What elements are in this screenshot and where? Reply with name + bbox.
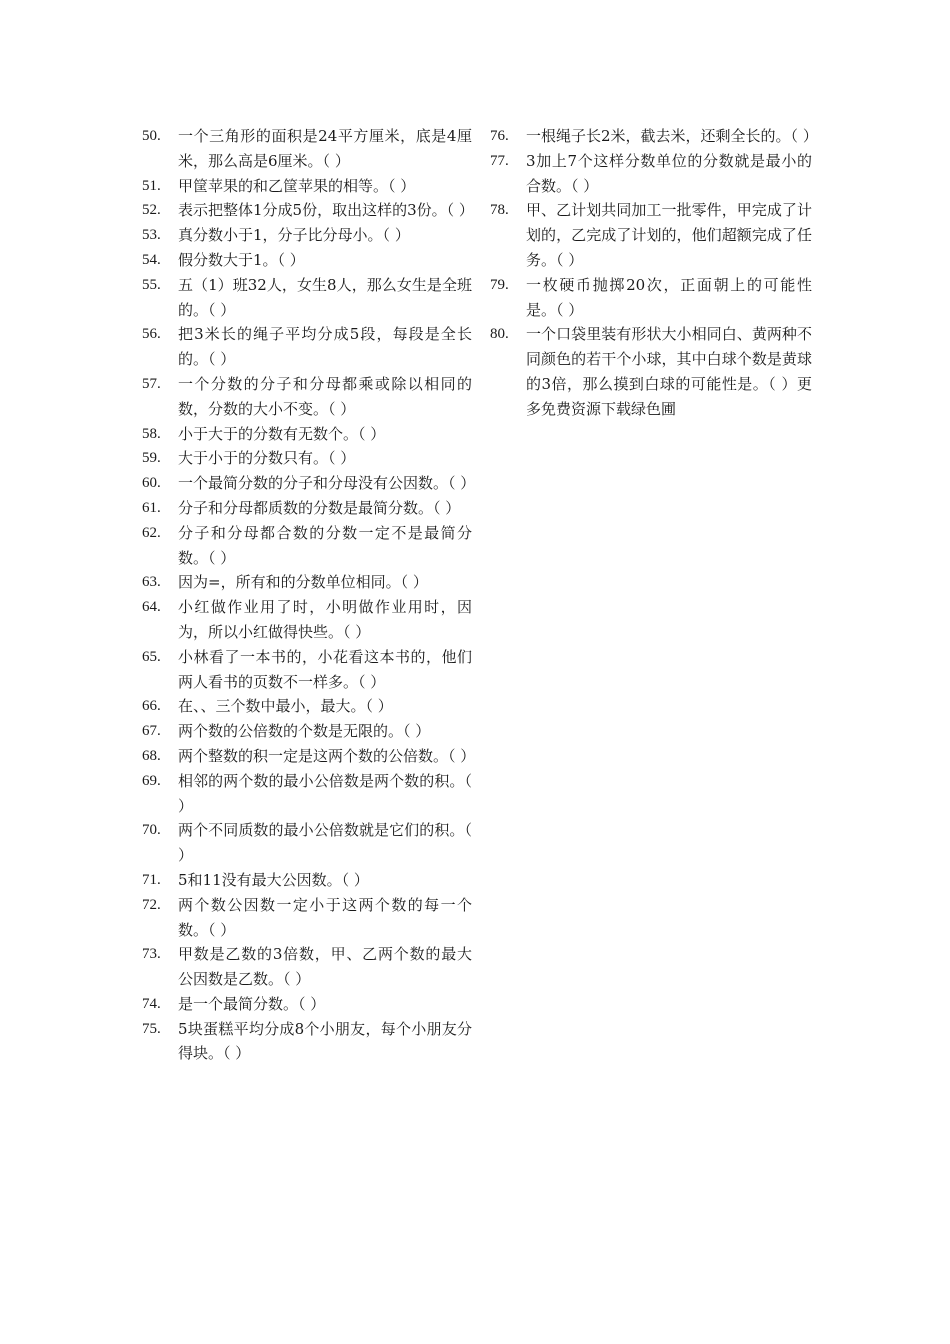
list-item: [142, 322, 472, 372]
item-text: 在、、三个数中最小，最大。（ ）: [178, 697, 393, 716]
list-item: [142, 496, 472, 521]
item-number: 67.: [142, 723, 161, 740]
item-number: 79.: [490, 276, 509, 293]
list-item: [142, 273, 472, 323]
item-text: 甲、乙计划共同加工一批零件，甲完成了计划的，乙完成了计划的，他们超额完成了任务。（ ）: [526, 201, 812, 269]
item-text: 小林看了一本书的，小花看这本书的，他们两人看书的页数不一样多。（ ）: [178, 647, 472, 691]
item-text: 五（1）班32人，女生8人，那么女生是全班的。（ ）: [178, 275, 472, 319]
item-number: 57.: [142, 375, 161, 392]
item-text: 两个数的公倍数的个数是无限的。（ ）: [178, 722, 431, 741]
item-number: 60.: [142, 475, 161, 492]
item-number: 50.: [142, 128, 161, 144]
list-item: [142, 595, 472, 645]
item-number: 80.: [490, 326, 509, 343]
list-item: [142, 992, 472, 1017]
item-text: 一个分数的分子和分母都乘或除以相同的数，分数的大小不变。（ ）: [178, 374, 472, 418]
list-item: [142, 694, 472, 719]
item-text: 相邻的两个数的最小公倍数是两个数的积。（ ）: [178, 771, 472, 815]
item-number: 53.: [142, 227, 161, 244]
list-item: [142, 446, 472, 471]
item-number: 54.: [142, 251, 161, 268]
item-text: 一个最简分数的分子和分母没有公因数。（ ）: [178, 474, 476, 493]
item-number: 65.: [142, 648, 161, 665]
item-text: 假分数大于1。（ ）: [178, 250, 305, 269]
item-text: 一个三角形的面积是24平方厘米，底是4厘米，那么高是6厘米。（ ）: [178, 127, 472, 170]
item-text: 小红做作业用了时，小明做作业用时，因为，所以小红做得快些。（ ）: [178, 598, 472, 641]
list-item: [142, 645, 472, 695]
item-text: 是一个最简分数。（ ）: [178, 994, 326, 1013]
item-number: 52.: [142, 202, 161, 219]
list-item: [142, 124, 472, 174]
list-item: [490, 124, 818, 149]
item-number: 73.: [142, 946, 161, 963]
item-text: 一个口袋里装有形状大小相同白、黄两种不同颜色的若干个小球，其中白球个数是黄球的3倍，那么摸到白球的可能性是。（ ）更多免费资源下载绿色圃: [526, 325, 812, 418]
item-text: 小于大于的分数有无数个。（ ）: [178, 424, 386, 443]
list-item: [142, 471, 476, 496]
list-item: [490, 273, 812, 323]
item-text: 把3米长的绳子平均分成5段，每段是全长的。（ ）: [178, 325, 472, 369]
item-number: 62.: [142, 524, 161, 541]
list-item: [490, 322, 812, 421]
list-item: [142, 769, 472, 819]
item-text: 分子和分母都质数的分数是最简分数。（ ）: [178, 498, 461, 517]
list-item: [142, 570, 472, 595]
list-item: [142, 198, 472, 223]
item-text: 两个不同质数的最小公倍数就是它们的积。（ ）: [178, 821, 472, 865]
list-item: [142, 1017, 472, 1067]
item-number: 72.: [142, 896, 161, 913]
item-text: 真分数小于1，分子比分母小。（ ）: [178, 226, 410, 245]
item-text: 两个整数的积一定是这两个数的公倍数。（ ）: [178, 746, 476, 765]
item-text: 两个数公因数一定小于这两个数的每一个数。（ ）: [178, 895, 472, 939]
item-number: 70.: [142, 822, 161, 839]
item-number: 78.: [490, 202, 509, 219]
item-number: 66.: [142, 698, 161, 715]
item-number: 68.: [142, 747, 161, 764]
list-item: [490, 198, 812, 272]
item-text: 甲筐苹果的和乙筐苹果的相等。（ ）: [178, 176, 416, 195]
item-number: 76.: [490, 128, 509, 144]
item-text: 分子和分母都合数的分数一定不是最简分数。（ ）: [178, 523, 472, 567]
item-number: 71.: [142, 871, 161, 888]
list-item: [142, 868, 472, 893]
item-number: 69.: [142, 772, 161, 789]
item-number: 74.: [142, 995, 161, 1012]
item-number: 56.: [142, 326, 161, 343]
item-number: 61.: [142, 499, 161, 516]
item-number: 63.: [142, 574, 161, 591]
list-item: [142, 818, 472, 868]
list-item: [142, 422, 472, 447]
item-number: 51.: [142, 177, 161, 194]
list-item: [142, 521, 472, 571]
item-number: 58.: [142, 425, 161, 442]
question-list-left: [142, 124, 476, 1066]
list-item: [142, 248, 472, 273]
item-number: 77.: [490, 152, 509, 169]
item-number: 59.: [142, 450, 161, 467]
item-number: 55.: [142, 276, 161, 293]
item-text: 一枚硬币抛掷20次，正面朝上的可能性是。（ ）: [526, 275, 812, 319]
list-item: [142, 223, 472, 248]
list-item: [142, 744, 476, 769]
list-item: [142, 942, 472, 992]
item-text: 5块蛋糕平均分成8个小朋友，每个小朋友分得块。（ ）: [178, 1019, 472, 1063]
item-text: 大于小于的分数只有。（ ）: [178, 449, 356, 468]
list-item: [142, 719, 472, 744]
item-text: 5和11没有最大公因数。（ ）: [178, 870, 369, 889]
item-text: 甲数是乙数的3倍数，甲、乙两个数的最大公因数是乙数。（ ）: [178, 945, 472, 989]
list-item: [142, 372, 472, 422]
item-text: 表示把整体1分成5份，取出这样的3份。（ ）: [178, 201, 474, 220]
item-text: 一根绳子长2米，截去米，还剩全长的。（ ）: [526, 127, 818, 145]
list-item: [490, 149, 812, 199]
item-number: 75.: [142, 1020, 161, 1037]
item-text: 因为=，所有和的分数单位相同。（ ）: [178, 573, 428, 592]
item-number: 64.: [142, 599, 161, 616]
list-item: [142, 893, 472, 943]
question-list-right: [490, 124, 818, 422]
list-item: [142, 174, 472, 199]
item-text: 3加上7个这样分数单位的分数就是最小的合数。（ ）: [526, 151, 812, 195]
